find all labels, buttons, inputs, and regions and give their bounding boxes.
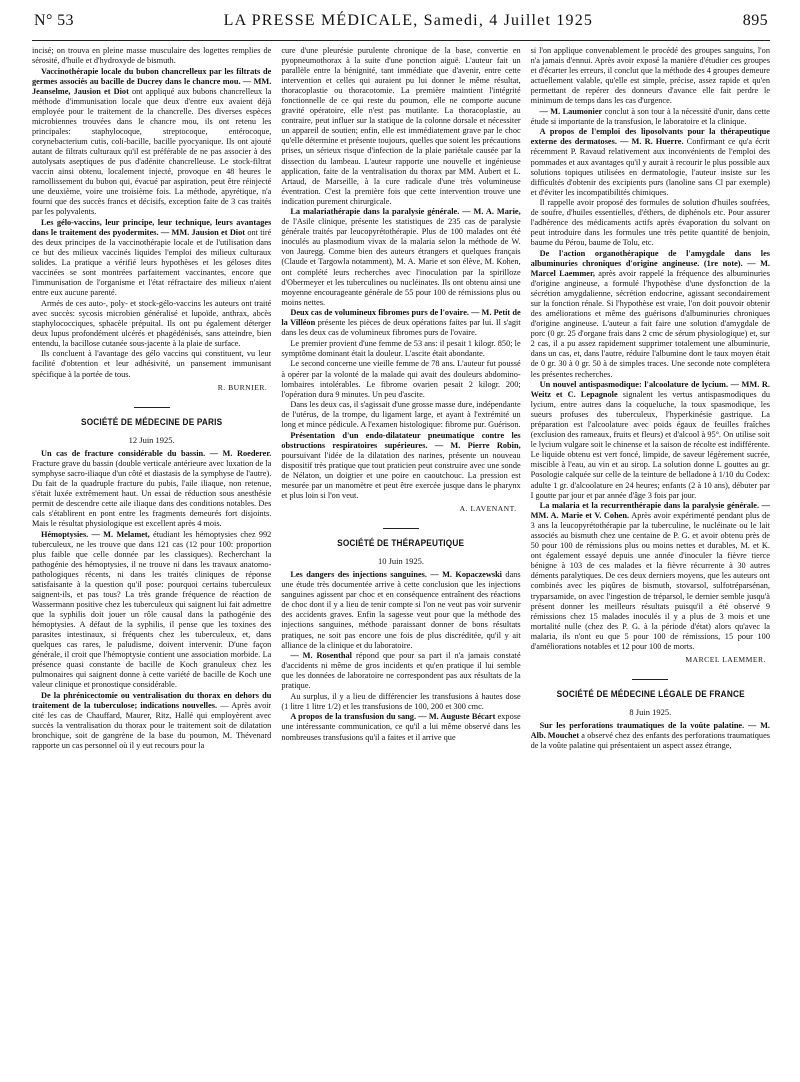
abstract-title: Un nouvel antispasmodique: l'alcoolature de lycium. — MM. R. Weitz et C. Lepagnole [530,380,770,400]
paragraph [531,721,770,751]
section-date: 12 Juin 1925. [128,434,175,445]
paragraph [32,691,271,751]
abstract-text: de l'Asile clinique, présente les statistiques de 235 cas de paralysie générale traités par leucopyrétothérapie. Plus de 100 malades ont été inoculés au plasmodium vivax de la malaria selon la méthode de W. von Jauregg. Comme bien des auteurs étrangers et quelques français (Claude et Targowla notamment), M. A. Marie et son élève, M. Kohen, ont complété leurs recherches avec l'inoculation par la spirilloze d'Obermeyer et les tuberculines ou nucléinates. Ils ont obtenu ainsi une moyenne encourageante générale de 55 pour 100 de rémissions plus ou moins nettes. [281,217,521,307]
abstract-title: A propos de la transfusion du sang. — M. Auguste Bécart [290,712,496,722]
paragraph [281,308,520,338]
paragraph [531,107,770,127]
paragraph [281,651,520,691]
abstract-title: De l'action organothérapique de l'amygdale dans les albuminuries chroniques d'origine angineuse. (1re note). — M. Marcel Laemmer, [530,248,770,279]
paragraph: Au surplus, il y a lieu de différencier les transfusions à hautes dose (1 litre 1 litre 1/2) et les transfusions de 100, 200 et 300 cmc. [281,691,521,711]
section-rule [632,679,668,680]
paragraph [32,449,271,529]
section-date: 8 Juin 1925. [629,706,672,717]
paragraph: Armés de ces auto-, poly- et stock-gélo-vaccins les auteurs ont traité avec succès: sycosis microbien généralisé et lupoïde, anthrax, abcès staphylococciques, sphacèle prépuital. Ils ont pu également déterger deux lupus profondément ulcérés et phagédénisés, sans atteindre, bien entendu, la bacillose cutanée sous-jacente à la plaie de surface. [32,298,272,348]
abstract-text: Confirmant ce qu'a écrit récemment P. Ravaud relativement aux inconvénients de l'emploi des pommades et aux avantages qu'il y aurait à recourir le plus possible aux solutions topiques utilisées en dermatologie, l'auteur insiste sur les difficultés d'obtenir des excipients purs (lanoline sans Cl par exemple) et d'éviter les incompatibilités chimiques. [530,137,770,197]
paragraph [281,207,520,307]
abstract-title: Vaccinothérapie locale du bubon chancrelleux par les filtrats de germes associés au bacille de Ducrey dans le chancre mou. — MM. Jeanselme, Jausion et Diot [32,66,272,96]
abstract-text: dans une étude très documentée arrive à cette conclusion que les injections sanguines agissent par choc et en conséquence entraînent des réactions de choc dont il y a lieu de tenir compte si l'on ne veut pas voir survenir des accidents graves. Enfin la sagesse veut pour que la méthode des injections sanguines, méthode paraissant donner de bons résultats pratiques, ne soit pas encore une fois de plus discréditée, qu'il y ait alliance de la clinique et du laboratoire. [281,570,521,650]
signature: MARCEL LAEMMER. [685,654,766,664]
text-columns [32,46,770,1076]
abstract-title: — M. Rosenthal [290,651,352,661]
abstract-title: Hémoptysies. — M. Melamet, [41,529,150,539]
paragraph: incisé; on trouva en pleine masse musculaire des logettes remplies de sérosité, d'huile et d'hydroxyde de bismuth. [32,46,272,66]
abstract-title: La malariathérapie dans la paralysie générale. — M. A. Marie, [290,207,521,217]
abstract-title: Les dangers des injections sanguines. — M. Kopaczewski [290,570,502,580]
abstract-title: — M. Laumonier [539,106,603,116]
header-rule [32,40,770,41]
paragraph [32,218,271,298]
section-rule [134,407,170,408]
abstract-text: — Après avoir cité les cas de Chauffard, Maurer, Ritz, Hallé qui employèrent avec succès la ventralisation du thorax pour le traitement soit de dilatation bronchique, soit de gangrène de la base du poumon, M. Thévenard rapporte un cas personnel où il y eut recours pour la [32,700,272,751]
journal-title: LA PRESSE MÉDICALE, Samedi, 4 Juillet 1925 [223,12,594,29]
paragraph [281,570,520,650]
section-rule [383,528,419,529]
paragraph [531,127,770,197]
paragraph [531,380,770,501]
section-date: 10 Juin 1925. [377,556,425,567]
paragraph [531,501,770,652]
section-heading [531,679,770,717]
paragraph [32,67,271,218]
abstract-title: Les gélo-vaccins, leur principe, leur technique, leurs avantages dans le traitement des pyodermites. — MM. Jausion et Diot [32,217,272,237]
abstract-text: Après avoir expérimenté pendant plus de 3 ans la leucopyrétothérapie par la tuberculine, le nucléinate ou le lait associés au bismuth chez une centaine de P. G. et avoir obtenu près de 50 pour 100 de rémissions plus ou moins nettes et durables, M. et K. ont également essayé depuis une année d'inoculer la fièvre tierce bénigne à 103 de ces malades et la fièvre récurrente à 30 autres déments paralytiques. De ces deux derniers moyens, que les auteurs ont combinés avec les piqûres de bismuth, stovarsol, sulfotréparsénan, tryparsamide, on avec l'ingestion de tréparsol, le dernier semble jusqu'à présent donner les meilleurs résultats puisqu'il a été observé 9 rémissions chez 15 malades inoculés il y a plus de 3 mois et une mortalité nulle (chez des P. G. à la période d'état) alors qu'avec la malaria, ils n'ont eu que 5 pour 100 de rémissions, 15 pour 100 d'améliorations notables et 12 pour 100 de morts. [530,511,770,651]
abstract-text: conclut à son tour à la nécessité d'unir, dans cette étude si importante de la transfusion, le laboratoire et la clinique. [530,106,770,126]
abstract-title: Un cas de fracture considérable du bassin. — M. Roederer. [41,448,272,458]
paragraph: cure d'une pleurésie purulente chronique de la base, convertie en pyopneumothorax à la suite d'une ponction aiguë. L'auteur fait un parallèle entre la bénignité, tant immédiate que d'avenir, entre cette intervention et celles qui auraient pu lui donner le même résultat, thoracoplastie ou thoracotomie. La première maintient l'intégrité fonctionnelle de ce qui reste du poumon, elle ne comporte aucune gravité opératoire, elle n'est pas mutilante. La thoracoplastie, au contraire, peut influer sur la statique de la colonne dorsale et nécessiter un appareil de soutien; enfin, elle est immédiatement grave par le choc qu'elle détermine et présente toujours, quelles que soient les précautions prises, un sérieux risque d'infection de la plaie pariétale causée par la dissection du lambeau. L'auteur rapporte une nouvelle et ingénieuse application, faite de la ventralisation du thorax par MM. Aubert et L. Artaud, de Marseille, à la cure radicale d'une très volumineuse éventration. C'est la première fois que cette intervention trouve une indication purement chirurgicale. [281,46,521,206]
abstract-text: après avoir rappelé la fréquence des albuminuries d'origine angineuse, a formulé l'hypothèse d'une dysfonction de la sécrétion amygdalienne, sécrétion endocrine, agissant secondairement sur la fonction rénale. Si l'hypothèse est vraie, l'on doit pouvoir obtenir des améliorations et même des guérisons d'albuminuries chroniques d'origine angineuse. L'auteur a fait faire une solution d'amygdale de porc (0 gr. 25 d'organe frais dans 2 cmc de sérum physiologique) et, sur 2 cas, il a pu assez rapidement supprimer totalement une albuminurie, dans un cas, et, dans l'autre, réduire l'albumine dont le taux moyen était de 0 gr. 30 à 0 gr. 50 à de simples traces. Une seconde note complétera les présentes recherches. [530,269,770,379]
page-header [34,12,768,34]
paragraph [531,249,770,380]
section-title: SOCIÉTÉ DE THÉRAPEUTIQUE [337,538,465,550]
paragraph [32,530,271,691]
column-1 [32,46,271,1076]
paragraph [281,712,520,742]
abstract-title: De la phrénicectomie ou ventralisation du thorax en dehors du traitement de la tuberculose; indications nouvelles. [32,690,272,710]
signature: R. BURNIER. [217,382,268,392]
section-heading [32,407,271,445]
abstract-text: Fracture grave du bassin (double verticale antérieure avec luxation de la symphyse sacro-iliaque d'un côté et diastasis de la symphyse de l'autre). Du fait de la quadruple fracture du pubis, l'aile iliaque, non retenue, s'était luxée extrêmement haut. Un essai de réduction sous anesthésie permit de descendre cette aile iliaque dans des conditions notables. Des cals s'établirent en pont entre les fragments demeurés fort disjoints. Mais le résultat physiologique est excellent après 4 mois. [32,458,272,529]
paragraph: Dans les deux cas, il s'agissait d'une grosse masse dure, indépendante de l'utérus, de la trompe, du ligament large, et ayant à l'extrémité un long et mince pédicule. A l'examen histologique: fibrome pur. Guérison. [281,400,521,430]
abstract-text: a observé chez des enfants des perforations traumatiques de la voûte palatine qui présentaient un aspect assez étrange, [530,731,770,751]
paragraph: Ils concluent à l'avantage des gélo vaccins qui constituent, vu leur facilité d'obtention et leur adhésivité, un pansement immunisant spécifique à la portée de tous. [32,349,272,379]
paragraph: Le premier provient d'une femme de 53 ans: il pesait 1 kilogr. 850; le symptôme dominant était la douleur. L'ascite était abondante. [281,338,521,358]
abstract-title: Deux cas de volumineux fibromes purs de l'ovaire. — M. Petit de la Villéon [281,308,521,328]
abstract-text: présente les pièces de deux opérations faites par lui. Il s'agit dans les deux cas de volumineux fibromes purs de l'ovaire. [281,318,521,338]
abstract-text: étudiant les hémoptysies chez 992 tuberculeux, ne les trouve que dans 121 cas (12 pour 100: proportion plus faible que celle donnée par les classiques). Recherchant la pathogénie des hémoptysies, il ne trouve ni dans les travaux anatomo-pathologiques récents, ni dans les traités cliniques de réponse satisfaisante à la question qu'il pose: pourquoi certains tuberculeux saignent-ils, et pas tous? La très grande fréquence de réaction de Wassermann positive chez les tuberculeux qui saignent lui fait admettre que la syphilis doit jouer un rôle causal dans la pathogénie des hémoptysies. A défaut de la syphilis, il pense que les toxines des parasites intestinaux, si fréquents chez les tuberculeux, et, dans quelques cas rares, le paludisme, doivent intervenir. D'une façon générale, il croit que l'hémoptysie contient une association morbide. La présence quasi constante de bacille de Koch granuleux chez les pulmonaires qui saignent donne à cette variété de bacille de Koch une valeur clinique et pronostique considérable. [32,529,272,690]
paragraph: Il rappelle avoir proposé des formules de solution d'huiles soufrées, de soufre, d'huiles essentielles, d'éthers, de diphénols etc. Pour assurer l'adhérence des médicaments actifs après évaporation du solvant on peut introduire dans les formules une très petite quantité de benjoin, baume du Pérou, baume de Tolu, etc. [530,198,770,248]
abstract-text: poursuivant l'idée de la dilatation des narines, présente un nouveau dispositif très pratique que tout praticien peut construire avec une sonde de Nélaton, un doigtier et une poire en caoutchouc. La pression est mesurée par un manomètre et peut être exercée jusque dans le pharynx et plus loin si l'on veut. [281,450,521,501]
abstract-text: signalent les vertus antispasmodiques du lycium, entre autres dans la coqueluche, la toux spasmodique, les sueurs profuses des tuberculeux, l'hyperkinésie gastrique. La préparation est l'alcoolature avec poids égaux de feuilles fraîches (exclusion des rameaux, fruits et fleurs) et d'alcool à 95°. On utilise soit le lycium vulgare soit le chinense et la saison de récolte est indifférente. Le liquide obtenu est vert foncé, limpide, de saveur légèrement sucrée, miscible à l'eau, au vin et au sirop. La solution donne L gouttes au gr. Posologie calquée sur celle de la teinture de belladone à 1/10 du Codex: adulte 1 gr. d'alcoolature en 24 heures; enfants (2 à 10 ans), débuter par I goutte par jour et par année d'âge 3 fois par jour. [530,390,770,500]
paragraph [281,431,520,501]
abstract-title: A propos de l'emploi des liposolvants pour la thérapeutique externe des dermatoses. — M. R. Huerre. [530,127,770,147]
column-3 [531,46,770,1076]
abstract-text: ont appliqué aux bubons chancrelleux la méthode d'immunisation locale que deux d'entre eux avaient déjà employée pour le traitement de la chancrelle. Des diverses espèces microbiennes trouvées dans le chancre mou, ils ont retenu les principales: staphylocoque, streptocoque, entérocoque, corynebacterium cutis, coli-bacille, bacille pyocyanique. Ils ont ajouté autant de filtrats culturaux qu'il est préférable de ne pas associer à des autolysats aseptiques de pus d'adénite chancrelleuse. Le stock-filtrat vaccin ainsi obtenu, localement injecté, provoque en 48 heures le ramollissement du bubon qui, évacué par aspiration, peut être réinjecté une deuxième, voire une troisième fois. La méthode, apyrétique, n'a fourni que des succès francs et décisifs, exception faite de 3 cas traités par les polyvalents. [32,86,272,217]
signature: A. LAVENANT. [459,504,517,514]
paragraph: Le second concerne une vieille femme de 78 ans. L'auteur fut poussé à opérer par la volonté de la malade qui avait des douleurs abdomino-lombaires intolérables. Le fibrome ovarien pesait 2 kilogr. 200; l'opération dura 9 minutes. Un peu d'ascite. [281,359,521,399]
abstract-title: La malaria et la recurrenthérapie dans la paralysie générale. — MM. A. Marie et V. Cohen. [530,501,770,521]
section-title: SOCIÉTÉ DE MÉDECINE LÉGALE DE FRANCE [556,688,745,700]
abstract-text: répond que pour sa part il n'a jamais constaté d'accidents ni même de gros incidents et qu'en pratique il lui semble que les données de laboratoire ne correspondent pas aux résultats de la pratique. [281,651,521,691]
abstract-text: expose une intéressante communication, ce qu'il a lui même observé dans les nombreuses transfusions qu'il a faites et il arrive que [281,712,521,742]
paragraph: si l'on applique convenablement le procédé des groupes sanguins, l'on n'a jamais d'ennui. Après avoir exposé la manière d'étudier ces groupes et d'écarter les erreurs, il conclut que la méthode des 4 groupes demeure actuellement valable, qu'elle est simple, précise, assez rapide et qu'en permettant de repérer des donneurs d'avance elle fait perdre le minimum de temps dans les cas d'urgence. [530,46,770,106]
abstract-text: ont tiré des deux principes de la vaccinothérapie locale et de l'utilisation dans ce but des milieux vaccinés liquides l'emploi des milieux culturaux solides. La pratique a vérifié leurs hypothèses et les géloses dites vaccinées se sont montrées parfaitement vaccinantes, encore que l'immunisation de l'organisme et l'état réfractaire des milieux n'aient entre eux aucune parenté. [32,227,272,298]
section-heading [281,528,520,566]
page-number: 895 [742,12,768,29]
section-title: SOCIÉTÉ DE MÉDECINE DE PARIS [81,416,223,428]
issue-number: N° 53 [34,12,74,29]
abstract-title: Présentation d'un endo-dilatateur pneumatique contre les obstructions respiratoires supérieures. — M. Pierre Robin, [281,430,521,450]
abstract-title: Sur les perforations traumatiques de la voûte palatine. — M. Alb. Mouchet [530,720,770,740]
column-2 [281,46,520,1076]
